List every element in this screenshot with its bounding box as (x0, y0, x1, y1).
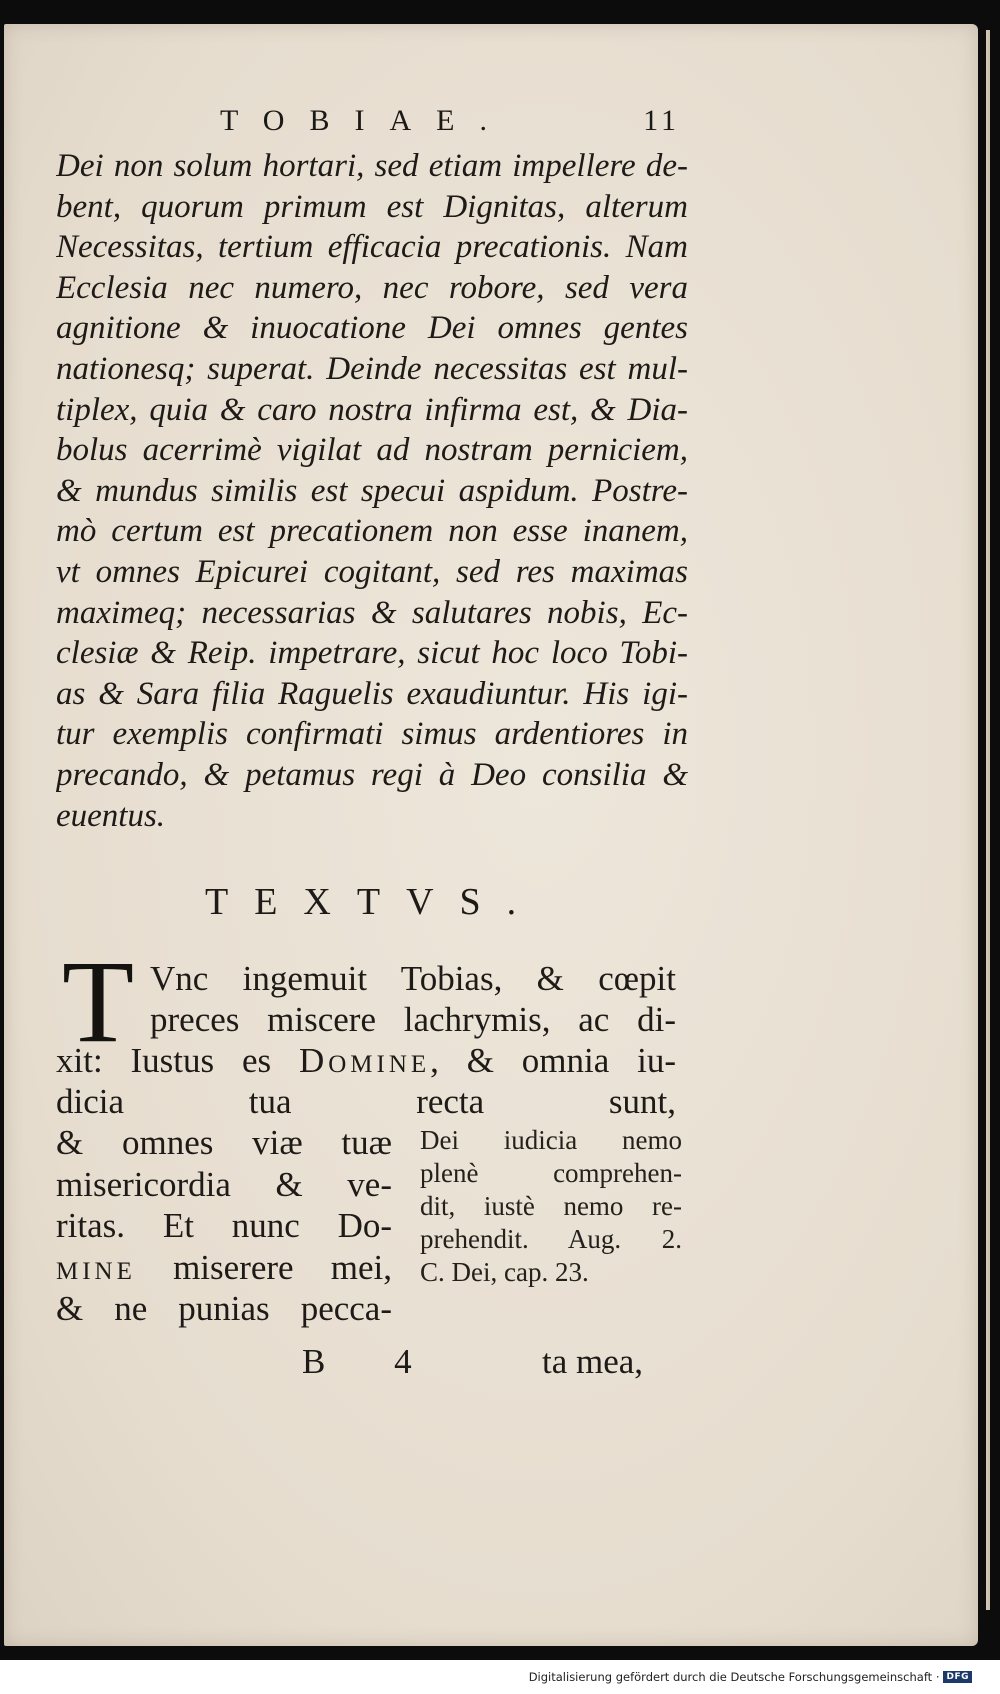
commentary-line: as & Sara filia Raguelis exaudiuntur. His igi- (56, 675, 688, 712)
running-title: TOBIAE. (220, 104, 512, 137)
text-segment: miserere mei, (135, 1247, 392, 1287)
text-line: & ne punias pecca- (56, 1289, 392, 1328)
commentary-line: Dei non solum hortari, sed etiam impellere de- (56, 148, 688, 184)
page-edge (986, 30, 990, 1610)
dfg-logo-icon: DFG (943, 1671, 972, 1683)
divine-name: mine (56, 1247, 136, 1287)
commentary-line: maximeq; necessarias & salutares nobis, Ec- (56, 594, 688, 631)
commentary-paragraph (56, 146, 688, 836)
signature-mark: B 4 (302, 1342, 442, 1381)
commentary-line: agnitione & inuocatione Dei omnes gentes (56, 310, 688, 347)
note-line: Dei iudicia nemo (420, 1125, 682, 1155)
marginal-note (420, 1124, 682, 1289)
note-line: dit, iustè nemo re- (420, 1191, 682, 1221)
commentary-line: precando, & petamus regi à Deo consilia & (56, 756, 688, 793)
text-segment: , & omnia iu- (430, 1041, 676, 1080)
commentary-line: nationesq; superat. Deinde necessitas est mul- (56, 350, 688, 387)
text-segment: xit: Iustus es (56, 1041, 299, 1080)
commentary-line: bolus acerrimè vigilat ad nostram perniciem, (56, 432, 688, 469)
section-heading: TEXTVS. (205, 881, 543, 923)
commentary-line: tiplex, quia & caro nostra infirma est, & Dia- (56, 391, 688, 428)
commentary-line: euentus. (56, 797, 166, 834)
divine-name: Domine (298, 1041, 431, 1080)
text-line (56, 1040, 676, 1081)
text-line: & omnes viæ tuæ (56, 1123, 392, 1162)
commentary-line: tur exemplis confirmati simus ardentiores in (56, 716, 688, 753)
commentary-line: mò certum est precationem non esse inanem, (56, 513, 688, 550)
text-line (56, 1247, 392, 1289)
digitization-credit (529, 1667, 972, 1687)
commentary-line: clesiæ & Reip. impetrare, sicut hoc loco Tobi- (56, 635, 688, 672)
commentary-line: Necessitas, tertium efficacia precationis. Nam (56, 229, 688, 266)
text-line: ritas. Et nunc Do- (56, 1206, 392, 1245)
page-number: 11 (643, 104, 680, 137)
credit-text: Digitalisierung gefördert durch die Deutsche Forschungsgemeinschaft · (528, 1670, 940, 1684)
note-line: C. Dei, cap. 23. (420, 1257, 589, 1287)
text-line: misericordia & ve- (56, 1164, 392, 1204)
commentary-line: bent, quorum primum est Dignitas, alterum (56, 188, 688, 225)
commentary-line: Ecclesia nec numero, nec robore, sed vera (56, 269, 688, 306)
text-column (56, 1122, 392, 1330)
text-line: Vnc ingemuit Tobias, & cœpit (150, 959, 676, 998)
drop-cap: T (62, 936, 135, 1067)
commentary-line: & mundus similis est specui aspidum. Postre- (56, 472, 688, 509)
bible-text (56, 958, 676, 1122)
commentary-line: vt omnes Epicurei cogitant, sed res maximas (56, 553, 688, 590)
text-line: dicia tua recta sunt, (56, 1082, 676, 1121)
text-line: preces miscere lachrymis, ac di- (150, 1000, 676, 1039)
running-head (220, 104, 680, 144)
note-line: plenè comprehen- (420, 1158, 682, 1188)
catchword: ta mea, (542, 1342, 644, 1381)
note-line: prehendit. Aug. 2. (420, 1224, 682, 1254)
